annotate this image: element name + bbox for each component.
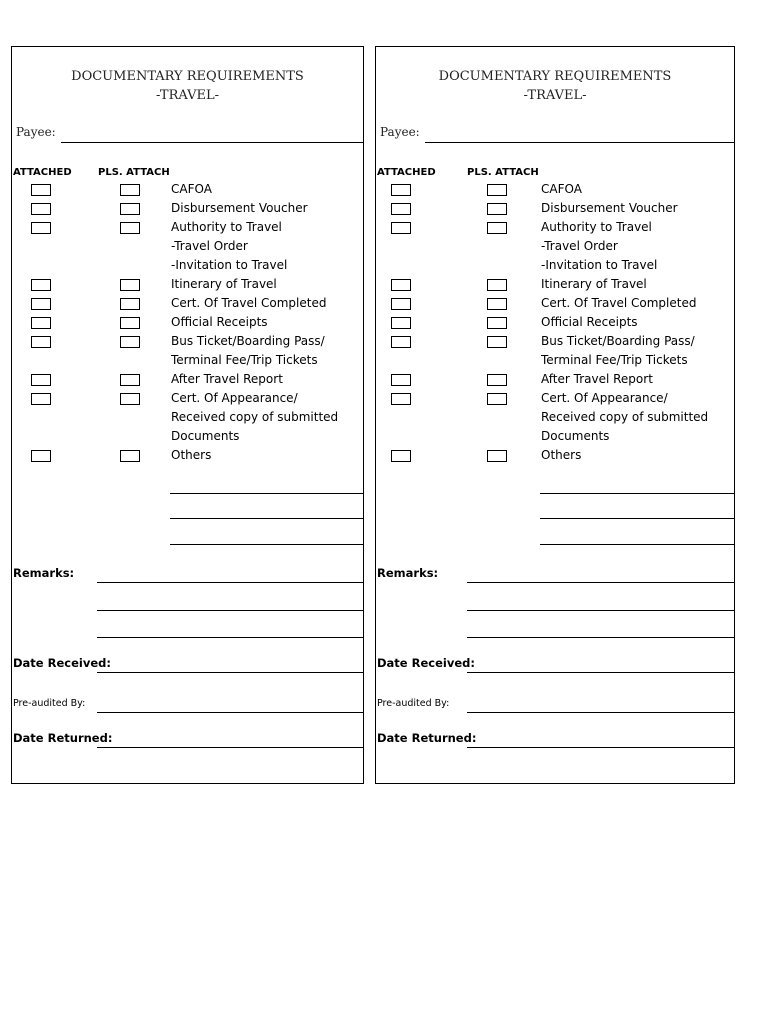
requirement-item: Received copy of submitted: [171, 410, 339, 424]
pls-attach-checkbox[interactable]: [120, 374, 140, 386]
form-subtitle: -TRAVEL-: [155, 88, 220, 103]
pls-attach-checkbox[interactable]: [120, 184, 140, 196]
pls-attach-checkbox[interactable]: [120, 279, 140, 291]
column-header-attached: ATTACHED: [13, 167, 72, 178]
remarks-label: Remarks:: [377, 566, 439, 580]
column-header-pls-attach: PLS. ATTACH: [467, 167, 539, 178]
requirement-item: After Travel Report: [541, 372, 653, 386]
remarks-line[interactable]: [467, 637, 734, 638]
pls-attach-checkbox[interactable]: [487, 450, 507, 462]
pre-audited-label: Pre-audited By:: [13, 698, 86, 709]
requirement-item: Terminal Fee/Trip Tickets: [541, 353, 688, 367]
others-blank-line[interactable]: [540, 493, 734, 494]
remarks-line[interactable]: [97, 610, 363, 611]
pls-attach-checkbox[interactable]: [487, 184, 507, 196]
requirement-item: -Travel Order: [541, 239, 618, 253]
column-header-attached: ATTACHED: [377, 167, 436, 178]
requirement-item: Itinerary of Travel: [171, 277, 277, 291]
pls-attach-checkbox[interactable]: [120, 336, 140, 348]
requirement-item: Bus Ticket/Boarding Pass/: [541, 334, 695, 348]
remarks-line[interactable]: [97, 637, 363, 638]
requirement-item: Disbursement Voucher: [171, 201, 308, 215]
date-received-label: Date Received:: [377, 656, 475, 670]
form-subtitle: -TRAVEL-: [523, 88, 587, 103]
pls-attach-checkbox[interactable]: [487, 336, 507, 348]
pre-audited-label: Pre-audited By:: [377, 698, 450, 709]
requirement-item: CAFOA: [171, 182, 212, 196]
attached-checkbox[interactable]: [31, 203, 51, 215]
requirement-item: -Invitation to Travel: [171, 258, 288, 272]
payee-field[interactable]: [425, 142, 734, 143]
others-blank-line[interactable]: [170, 493, 363, 494]
remarks-line[interactable]: [467, 610, 734, 611]
pls-attach-checkbox[interactable]: [120, 450, 140, 462]
others-blank-line[interactable]: [540, 544, 734, 545]
pre-audited-field[interactable]: [97, 712, 363, 713]
requirement-item: Authority to Travel: [541, 220, 652, 234]
date-received-label: Date Received:: [13, 656, 111, 670]
attached-checkbox[interactable]: [31, 450, 51, 462]
attached-checkbox[interactable]: [391, 317, 411, 329]
attached-checkbox[interactable]: [391, 450, 411, 462]
attached-checkbox[interactable]: [31, 336, 51, 348]
date-returned-label: Date Returned:: [13, 731, 113, 745]
attached-checkbox[interactable]: [391, 203, 411, 215]
requirement-item: Disbursement Voucher: [541, 201, 678, 215]
requirement-item: After Travel Report: [171, 372, 283, 386]
pls-attach-checkbox[interactable]: [487, 222, 507, 234]
pls-attach-checkbox[interactable]: [487, 298, 507, 310]
attached-checkbox[interactable]: [31, 374, 51, 386]
date-returned-field[interactable]: [97, 747, 363, 748]
pls-attach-checkbox[interactable]: [120, 317, 140, 329]
attached-checkbox[interactable]: [391, 279, 411, 291]
requirement-item: Others: [171, 448, 212, 462]
attached-checkbox[interactable]: [391, 298, 411, 310]
pls-attach-checkbox[interactable]: [487, 279, 507, 291]
attached-checkbox[interactable]: [31, 393, 51, 405]
attached-checkbox[interactable]: [31, 184, 51, 196]
requirement-item: Official Receipts: [541, 315, 638, 329]
requirement-item: Received copy of submitted: [541, 410, 709, 424]
column-header-pls-attach: PLS. ATTACH: [98, 167, 170, 178]
pls-attach-checkbox[interactable]: [120, 393, 140, 405]
date-returned-label: Date Returned:: [377, 731, 477, 745]
remarks-label: Remarks:: [13, 566, 75, 580]
form-title: DOCUMENTARY REQUIREMENTS: [438, 69, 672, 84]
attached-checkbox[interactable]: [391, 336, 411, 348]
pls-attach-checkbox[interactable]: [487, 374, 507, 386]
attached-checkbox[interactable]: [391, 393, 411, 405]
date-received-field[interactable]: [97, 672, 363, 673]
requirement-item: Cert. Of Appearance/: [171, 391, 298, 405]
requirement-item: Cert. Of Travel Completed: [541, 296, 697, 310]
requirement-item: Terminal Fee/Trip Tickets: [171, 353, 318, 367]
requirement-item: CAFOA: [541, 182, 582, 196]
payee-field[interactable]: [61, 142, 363, 143]
attached-checkbox[interactable]: [391, 184, 411, 196]
pls-attach-checkbox[interactable]: [120, 203, 140, 215]
requirement-item: -Invitation to Travel: [541, 258, 658, 272]
requirement-item: Documents: [171, 429, 240, 443]
pls-attach-checkbox[interactable]: [120, 222, 140, 234]
travel-requirements-form-left: [11, 46, 364, 784]
attached-checkbox[interactable]: [31, 222, 51, 234]
requirement-item: Documents: [541, 429, 610, 443]
requirement-item: Official Receipts: [171, 315, 268, 329]
requirement-item: Itinerary of Travel: [541, 277, 647, 291]
requirement-item: Others: [541, 448, 582, 462]
attached-checkbox[interactable]: [391, 222, 411, 234]
pls-attach-checkbox[interactable]: [120, 298, 140, 310]
payee-label: Payee:: [380, 125, 420, 139]
attached-checkbox[interactable]: [31, 298, 51, 310]
payee-label: Payee:: [16, 125, 56, 139]
remarks-line[interactable]: [97, 582, 363, 583]
pls-attach-checkbox[interactable]: [487, 317, 507, 329]
requirement-item: -Travel Order: [171, 239, 248, 253]
others-blank-line[interactable]: [170, 518, 363, 519]
attached-checkbox[interactable]: [31, 317, 51, 329]
requirement-item: Authority to Travel: [171, 220, 282, 234]
pls-attach-checkbox[interactable]: [487, 203, 507, 215]
pre-audited-field[interactable]: [467, 712, 734, 713]
others-blank-line[interactable]: [170, 544, 363, 545]
remarks-line[interactable]: [467, 582, 734, 583]
requirement-item: Bus Ticket/Boarding Pass/: [171, 334, 325, 348]
travel-requirements-form-right: [375, 46, 735, 784]
requirement-item: Cert. Of Appearance/: [541, 391, 668, 405]
attached-checkbox[interactable]: [391, 374, 411, 386]
date-returned-field[interactable]: [467, 747, 734, 748]
pls-attach-checkbox[interactable]: [487, 393, 507, 405]
requirement-item: Cert. Of Travel Completed: [171, 296, 327, 310]
others-blank-line[interactable]: [540, 518, 734, 519]
form-title: DOCUMENTARY REQUIREMENTS: [71, 69, 304, 84]
date-received-field[interactable]: [467, 672, 734, 673]
attached-checkbox[interactable]: [31, 279, 51, 291]
